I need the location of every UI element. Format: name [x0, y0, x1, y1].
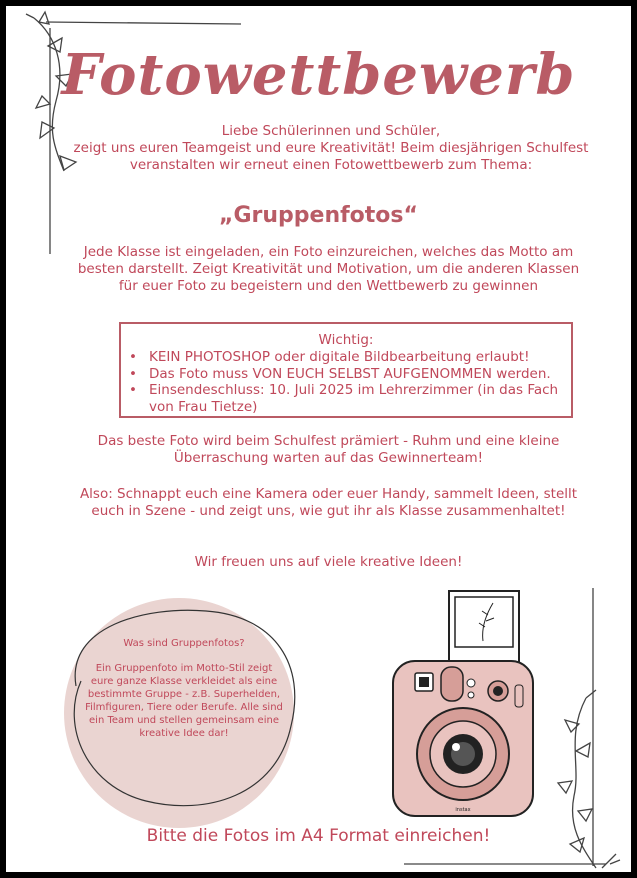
- svg-text:instax: instax: [455, 807, 471, 813]
- flyer-page: [6, 6, 631, 872]
- prize-paragraph: Das beste Foto wird beim Schulfest prämiert - Ruhm und eine kleine Überraschung warten auf das Gewinnerteam!: [97, 433, 560, 466]
- circle-outline: [6, 6, 631, 872]
- intro-greeting: Liebe Schülerinnen und Schüler,: [221, 123, 441, 139]
- call-to-action-paragraph: Also: Schnappt euch eine Kamera oder euer Handy, sammelt Ideen, stellt euch in Szene - und zeigt uns, wie gut ihr als Klasse zusammenhaltet!: [79, 486, 578, 519]
- important-item: • Das Foto muss VON EUCH SELBST AUFGENOMMEN werden.: [129, 366, 571, 383]
- theme-heading: „Gruppenfotos“: [219, 203, 418, 228]
- intro-body: zeigt uns euren Teamgeist und eure Kreativität! Beim diesjährigen Schulfest veranstalten wir erneut einen Fotowettbewerb zum Thema:: [73, 140, 589, 173]
- important-item: • KEIN PHOTOSHOP oder digitale Bildbearbeitung erlaubt!: [129, 349, 571, 366]
- body-paragraph: Jede Klasse ist eingeladen, ein Foto einzureichen, welches das Motto am besten darstellt. Zeigt Kreativität und Motivation, um die anderen Klassen für euer Foto zu begeistern und den Wettbewerb zu gewinnen: [77, 244, 580, 294]
- footer-note: Bitte die Fotos im A4 Format einreichen!: [146, 826, 491, 846]
- info-question: Was sind Gruppenfotos?: [123, 638, 245, 649]
- important-heading: Wichtig:: [318, 332, 374, 348]
- important-item: • Einsendeschluss: 10. Juli 2025 im Lehrerzimmer (in das Fach von Frau Tietze): [129, 382, 571, 415]
- page-title: Fotowettbewerb: [61, 42, 576, 108]
- closing-paragraph: Wir freuen uns auf viele kreative Ideen!: [194, 554, 463, 570]
- info-answer: Ein Gruppenfoto im Motto-Stil zeigt eure ganze Klasse verkleidet als eine bestimmte Gruppe - z.B. Superhelden, Filmfiguren, Tiere oder Berufe. Alle sind ein Team und stellen gemeinsam eine kreative Idee dar!: [85, 663, 283, 739]
